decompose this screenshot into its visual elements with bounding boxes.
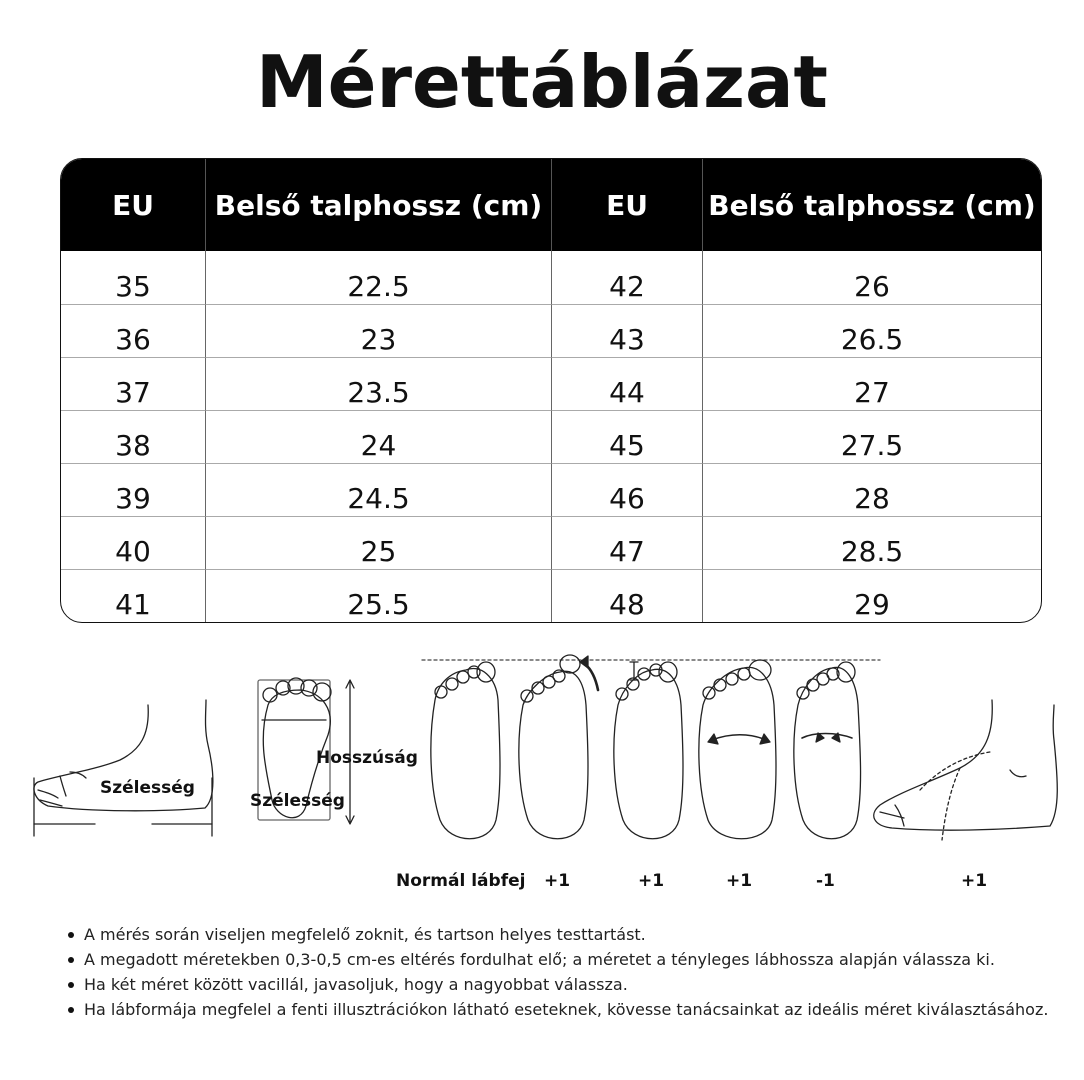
- side-width-label: Szélesség: [100, 778, 195, 798]
- cell-length: 29: [703, 569, 1041, 622]
- foot-label-long-toe: +1: [638, 871, 665, 891]
- cell-length: 26: [854, 270, 890, 303]
- table-row: [61, 516, 1041, 569]
- cell-length: 26.5: [703, 304, 1041, 357]
- notes-list: [66, 922, 1066, 1022]
- foot-label-normal: Normál lábfej: [396, 871, 526, 891]
- foot-illustrations: [0, 640, 1084, 891]
- cell-length: 23: [206, 304, 552, 357]
- cell-eu: 47: [552, 516, 703, 569]
- cell-length: 27: [703, 357, 1041, 410]
- cell-length: 25.5: [206, 569, 552, 622]
- header-eu-2: EU: [552, 159, 703, 251]
- cell-eu: 48: [552, 569, 703, 622]
- table-row: [61, 251, 1041, 304]
- note-item: Ha lábformája megfelel a fenti illusztrációkon látható eseteknek, kövesse tanácsainkat az ideális méret kiválasztásához.: [66, 997, 1066, 1022]
- foot-label-toe-up: +1: [544, 871, 571, 891]
- foot-high-instep-icon: [874, 700, 1058, 840]
- table-row: [61, 569, 1041, 622]
- table-header-row: [61, 159, 1041, 251]
- cell-eu: 40: [61, 516, 206, 569]
- foot-label-high-instep: +1: [961, 871, 988, 891]
- cell-eu: 35: [61, 251, 206, 304]
- foot-narrow-icon: [794, 662, 861, 839]
- cell-length: 24.5: [206, 463, 552, 516]
- sole-length-label: Hosszúság: [316, 748, 418, 768]
- foot-wide-icon: [699, 660, 776, 839]
- cell-length: 27.5: [703, 410, 1041, 463]
- cell-length: 25: [206, 516, 552, 569]
- foot-side-icon: [34, 700, 213, 836]
- cell-eu: 41: [61, 569, 206, 622]
- table-row: [61, 304, 1041, 357]
- foot-label-wide: +1: [726, 871, 753, 891]
- cell-eu: 36: [61, 304, 206, 357]
- cell-length: 23.5: [206, 357, 552, 410]
- cell-eu: 45: [552, 410, 703, 463]
- cell-eu: 44: [552, 357, 703, 410]
- cell-eu: 46: [552, 463, 703, 516]
- header-insole-2: Belső talphossz (cm): [703, 159, 1041, 251]
- size-table: [60, 158, 1042, 623]
- table-row: [61, 410, 1041, 463]
- page-title: Mérettáblázat: [256, 40, 828, 124]
- cell-eu: 37: [61, 357, 206, 410]
- cell-length: 22.5: [206, 251, 552, 304]
- cell-length: 24: [206, 410, 552, 463]
- table-row: [61, 463, 1041, 516]
- cell-eu: 43: [552, 304, 703, 357]
- cell-length: 28.5: [703, 516, 1041, 569]
- cell-eu: 39: [61, 463, 206, 516]
- note-item: A mérés során viseljen megfelelő zoknit, és tartson helyes testtartást.: [66, 922, 1066, 947]
- sole-width-label: Szélesség: [250, 791, 345, 811]
- header-eu-1: EU: [61, 159, 206, 251]
- cell-length: 28: [703, 463, 1041, 516]
- header-insole-1: Belső talphossz (cm): [206, 159, 552, 251]
- foot-normal-icon: [431, 662, 500, 839]
- cell-eu: 42: [552, 251, 703, 304]
- foot-toe-up-icon: [519, 655, 598, 839]
- note-item: Ha két méret között vacillál, javasoljuk, hogy a nagyobbat válassza.: [66, 972, 1066, 997]
- note-item: A megadott méretekben 0,3-0,5 cm-es eltérés fordulhat elő; a méretet a tényleges lábhossza alapján válassza ki.: [66, 947, 1066, 972]
- foot-long-toe-icon: [614, 662, 683, 839]
- foot-label-narrow: -1: [816, 871, 835, 891]
- cell-eu: 38: [61, 410, 206, 463]
- table-row: [61, 357, 1041, 410]
